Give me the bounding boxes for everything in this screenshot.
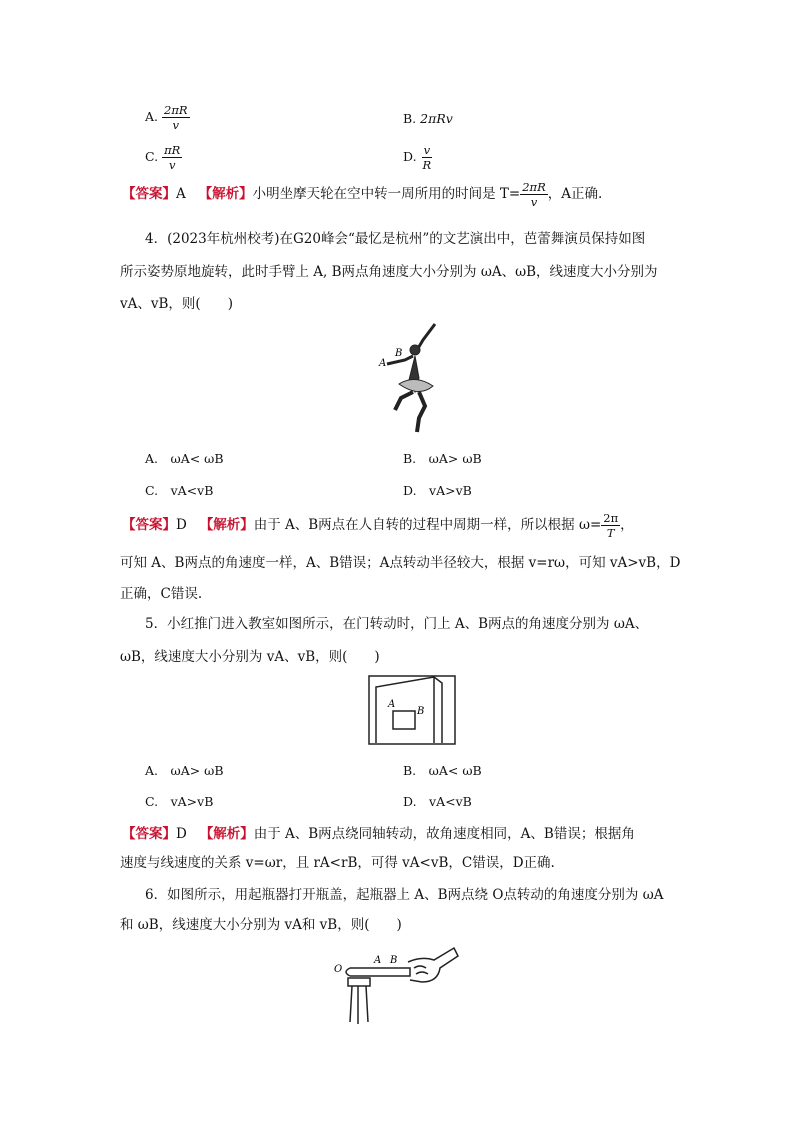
q4-option-a: A. ωA< ωB	[145, 451, 224, 466]
q4-analysis-line2: 可知 A、B两点的角速度一样，A、B错误；A点转动半径较大，根据 v=rω，可知 vA>vB，D	[120, 555, 681, 571]
fraction	[162, 103, 190, 132]
option-text: 2πRv	[420, 111, 453, 126]
fig-label-b: B	[390, 955, 398, 966]
q6-question-line1: 6．如图所示，用起瓶器打开瓶盖，起瓶器上 A、B两点绕 O点转动的角速度分别为 ωA	[145, 887, 664, 903]
ballerina-figure	[375, 320, 455, 440]
analysis-text: 由于 A、B两点在人自转的过程中周期一样，所以根据 ω=	[253, 517, 602, 533]
denominator: R	[422, 158, 432, 172]
q4-option-c: C. vA<vB	[145, 483, 214, 498]
denominator: v	[172, 118, 180, 132]
fig-label-o: O	[334, 964, 343, 975]
q5-analysis-line2: 速度与线速度的关系 v=ωr，且 rA<rB，可得 vA<vB，C错误，D正确.	[120, 855, 555, 871]
numerator: v	[423, 143, 431, 157]
analysis-text: ，A正确.	[547, 186, 603, 202]
fig-label-a: A	[374, 955, 382, 966]
option-label: D.	[403, 149, 417, 164]
answer-value: D	[176, 517, 187, 533]
q5-option-b: B. ωA< ωB	[403, 763, 482, 778]
option-label: C.	[145, 149, 159, 164]
denominator: v	[168, 158, 176, 172]
answer-tag: 【答案】	[122, 517, 176, 533]
q6-question-line2: 和 ωB，线速度大小分别为 vA和 vB，则( )	[120, 917, 402, 933]
q4-question-line1: 4．(2023年杭州校考)在G20峰会“最忆是杭州”的文艺演出中，芭蕾舞演员保持如图	[145, 231, 646, 247]
numerator: πR	[164, 143, 181, 157]
q5-question-line2: ωB，线速度大小分别为 vA、vB，则( )	[120, 649, 380, 665]
q3-answer-line	[122, 180, 602, 209]
analysis-tag: 【解析】	[199, 826, 254, 842]
q5-option-d: D. vA<vB	[403, 794, 472, 809]
bottle-opener-figure	[330, 944, 460, 1026]
door-figure	[368, 675, 458, 747]
q3-option-c	[145, 143, 182, 172]
option-label: A.	[145, 109, 159, 124]
analysis-text: ，	[620, 517, 634, 533]
analysis-tag: 【解析】	[198, 186, 253, 202]
q4-answer-line	[122, 511, 634, 540]
analysis-tag: 【解析】	[199, 517, 254, 533]
q4-analysis-line3: 正确，C错误.	[120, 586, 203, 602]
analysis-text: 由于 A、B两点绕同轴转动，故角速度相同，A、B错误；根据角	[253, 826, 635, 842]
option-label: B.	[403, 111, 417, 126]
fig-label-a: A	[379, 358, 387, 369]
q4-option-d: D. vA>vB	[403, 483, 472, 498]
fraction	[421, 143, 434, 172]
analysis-text: 小明坐摩天轮在空中转一周所用的时间是 T=	[252, 186, 521, 202]
q4-question-line3: vA、vB，则( )	[120, 296, 233, 312]
fraction	[601, 511, 620, 540]
denominator: v	[530, 195, 538, 209]
q3-option-b	[403, 111, 453, 126]
denominator: T	[606, 526, 615, 540]
fig-label-a: A	[388, 699, 396, 710]
q3-option-d	[403, 143, 433, 172]
fig-label-b: B	[417, 706, 425, 717]
numerator: 2πR	[164, 103, 188, 117]
numerator: 2π	[603, 511, 619, 525]
q5-option-a: A. ωA> ωB	[145, 763, 224, 778]
fraction	[520, 180, 548, 209]
q3-option-a	[145, 103, 190, 132]
q5-option-c: C. vA>vB	[145, 794, 214, 809]
numerator: 2πR	[522, 180, 546, 194]
q4-option-b: B. ωA> ωB	[403, 451, 482, 466]
q5-answer-line	[122, 822, 635, 842]
answer-tag: 【答案】	[122, 826, 176, 842]
answer-tag: 【答案】	[122, 186, 176, 202]
answer-value: D	[176, 826, 187, 842]
fraction	[162, 143, 182, 172]
q4-question-line2: 所示姿势原地旋转，此时手臂上 A, B两点角速度大小分别为 ωA、ωB，线速度大小分别为	[120, 264, 658, 280]
q5-question-line1: 5．小红推门进入教室如图所示，在门转动时，门上 A、B两点的角速度分别为 ωA、	[145, 616, 649, 632]
fig-label-b: B	[395, 348, 403, 359]
answer-value: A	[176, 186, 186, 202]
